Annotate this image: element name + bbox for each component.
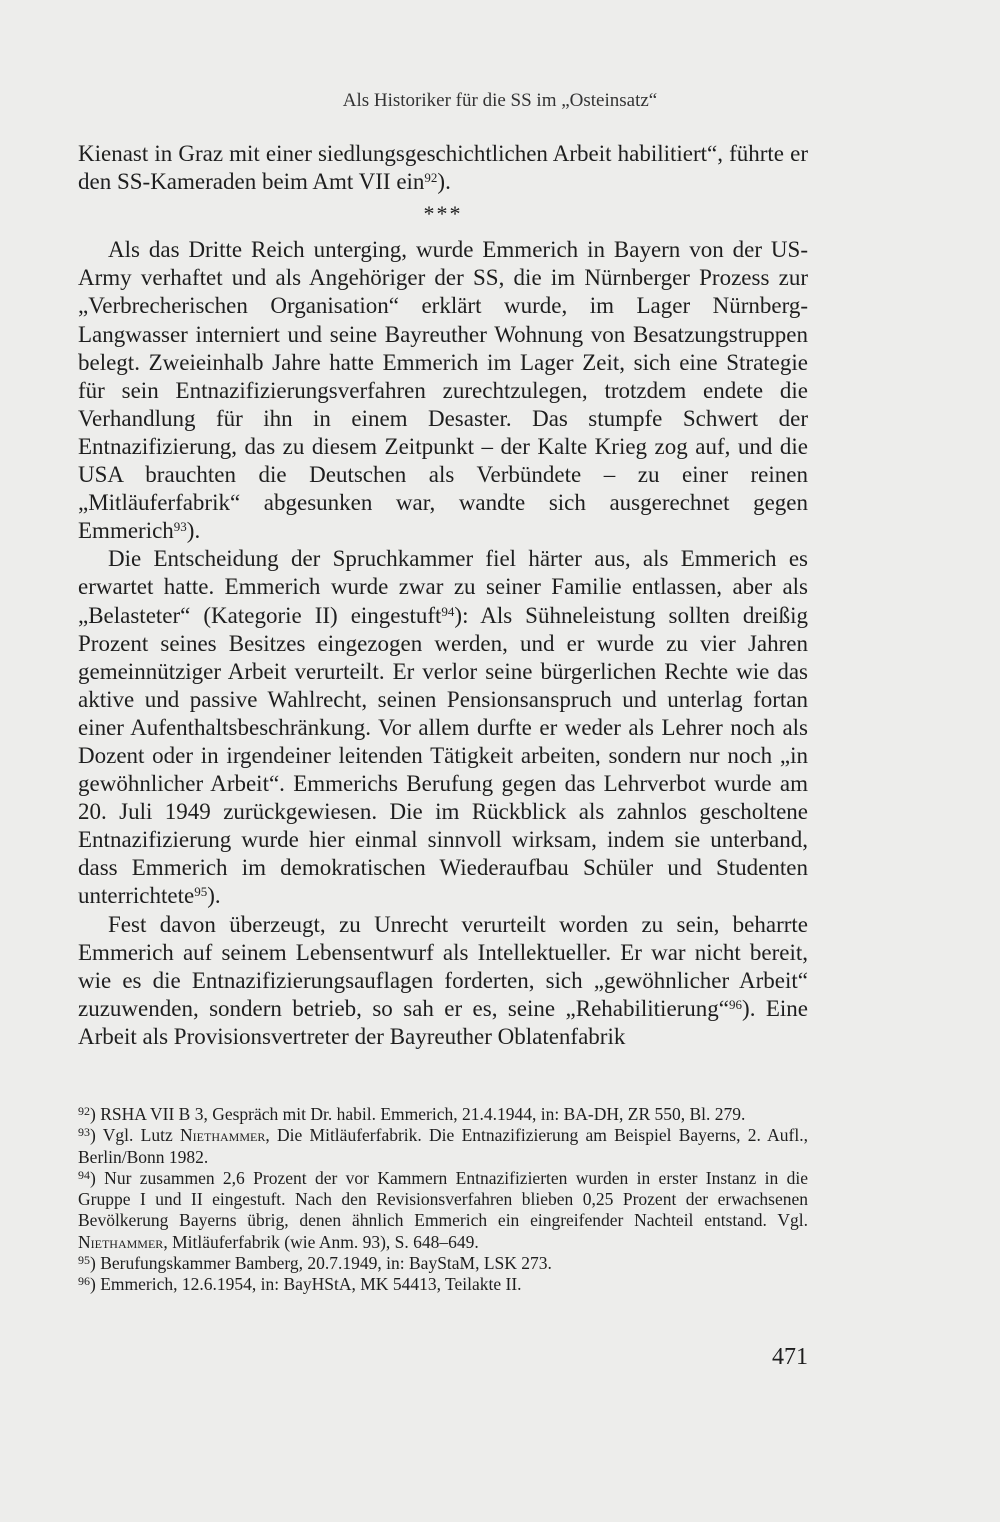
- footnote-number: 94: [78, 1167, 90, 1182]
- paragraph-1-tail: ).: [437, 169, 451, 195]
- paragraph-2: [78, 236, 808, 545]
- paragraph-3-text: Die Entscheidung der Spruchkammer fiel härter aus, als Emmerich es erwartet hatte. Emmerich wurde zwar zu seiner Familie entlassen, aber als „Belasteter“ (Kategorie II) eingestuft: [78, 546, 808, 628]
- paragraph-2-tail: ).: [186, 518, 201, 544]
- paragraph-3: [78, 545, 808, 910]
- paragraph-3-tail-2: ).: [207, 883, 221, 909]
- paragraph-4-text: Fest davon überzeugt, zu Unrecht verurteilt worden zu sein, beharrte Emmerich auf seinem Lebensentwurf als Intellektueller. Er war nicht bereit, wie es die Entnazifizierungsauflagen forderten, sich „gewöhnlicher Arbeit“ zuzuwenden, sondern betrieb, so sah er es, seine „Rehabilitierung“: [78, 911, 808, 1021]
- page-number: 471: [772, 1344, 808, 1370]
- footnote-92: [78, 1104, 808, 1125]
- footnote-number: 96: [78, 1274, 90, 1289]
- footnote-95: [78, 1253, 808, 1274]
- footnote-number: 95: [78, 1253, 90, 1268]
- footnote-text: ) Berufungskammer Bamberg, 20.7.1949, in: BayStaM, LSK 273.: [90, 1253, 552, 1274]
- footnote-text: , Die Mitläuferfabrik. Die Entnazifizierung am Beispiel Bayerns, 2. Aufl., Berlin/Bonn 1982.: [78, 1125, 808, 1167]
- section-separator: ***: [423, 201, 463, 227]
- running-head: Als Historiker für die SS im „Osteinsatz“: [342, 90, 658, 111]
- footnote-ref-96[interactable]: 96: [729, 996, 743, 1012]
- footnote-96: [78, 1274, 808, 1295]
- paragraph-2-text: Als das Dritte Reich unterging, wurde Emmerich in Bayern von der US-Army verhaftet und als Angehöriger der SS, die im Nürnberger Prozess zur „Verbrecherischen Organisation“ erklärt wurde, im Lager Nürnberg-Langwasser interniert und seine Bayreuther Wohnung von Besatzungstruppen belegt. Zweieinhalb Jahre hatte Emmerich im Lager Zeit, sich eine Strategie für sein Entnazifizierungsverfahren zurechtzulegen, trotzdem endete die Verhandlung für ihn in einem Desaster. Das stumpfe Schwert der Entnazifizierung, das zu diesem Zeitpunkt – der Kalte Krieg zog auf, und die USA brauchten die Deutschen als Verbündete – zu einer reinen „Mitläuferfabrik“ abgesunken war, wandte sich ausgerechnet gegen Emmerich: [78, 237, 808, 544]
- footnote-number: 93: [78, 1125, 90, 1140]
- footnote-text: ) RSHA VII B 3, Gespräch mit Dr. habil. Emmerich, 21.4.1944, in: BA-DH, ZR 550, Bl. 279.: [90, 1104, 746, 1124]
- footnote-93: [78, 1125, 808, 1168]
- footnote-text: ) Emmerich, 12.6.1954, in: BayHStA, MK 54413, Teilakte II.: [90, 1274, 522, 1295]
- paragraph-1-text: Kienast in Graz mit einer siedlungsgeschichtlichen Arbeit habilitiert“, führte er den SS-Kameraden beim Amt VII ein: [78, 141, 808, 195]
- footnote-text: , Mitläuferfabrik (wie Anm. 93), S. 648–649.: [163, 1231, 479, 1252]
- footnote-ref-92[interactable]: 92: [424, 170, 438, 186]
- footnote-number: 92: [78, 1104, 90, 1118]
- paragraph-4: [78, 911, 808, 1051]
- footnotes: [78, 1104, 808, 1296]
- footnote-text-pre: ) Vgl. Lutz: [90, 1125, 181, 1146]
- footnote-ref-93[interactable]: 93: [173, 519, 187, 535]
- footnote-ref-95[interactable]: 95: [194, 884, 208, 900]
- paragraph-3-tail: ): Als Sühneleistung sollten dreißig Prozent seines Besitzes eingezogen werden, und er wurde zu vier Jahren gemeinnütziger Arbeit verurteilt. Er verlor seine bürgerlichen Rechte wie das aktive und passive Wahlrecht, seinen Pensionsanspruch und unterlag fortan einer Aufenthaltsbeschränkung. Vor allem durfte er weder als Lehrer noch als Dozent oder in irgendeiner leitenden Tätigkeit arbeiten, sondern nur noch „in gewöhnlicher Arbeit“. Emmerichs Berufung gegen das Lehrverbot wurde am 20. Juli 1949 zurückgewiesen. Die im Rückblick als zahnlos gescholtene Entnazifizierung wurde hier einmal sinnvoll wirksam, indem sie unterband, dass Emmerich im demokratischen Wiederaufbau Schüler und Studenten unterrichtete: [78, 602, 808, 909]
- paragraph-1: [78, 140, 808, 196]
- author-name: Niethammer: [78, 1231, 164, 1252]
- paragraph-4-tail: ). Eine Arbeit als Provisionsvertreter der Bayreuther Oblatenfabrik: [78, 995, 808, 1049]
- author-name: Niethammer: [180, 1125, 266, 1146]
- main-text: [78, 140, 808, 1051]
- footnote-ref-94[interactable]: 94: [441, 603, 455, 619]
- footnote-94: [78, 1168, 808, 1253]
- footnote-text-pre: ) Nur zusammen 2,6 Prozent der vor Kammern Entnazifizierten wurden in erster Instanz in die Gruppe I und II eingestuft. Nach den Revisionsverfahren blieben 0,25 Prozent der erwachsenen Bevölkerung Bayerns übrig, denen ähnlich Emmerich ein eingreifender Nachteil entstand. Vgl.: [78, 1167, 808, 1231]
